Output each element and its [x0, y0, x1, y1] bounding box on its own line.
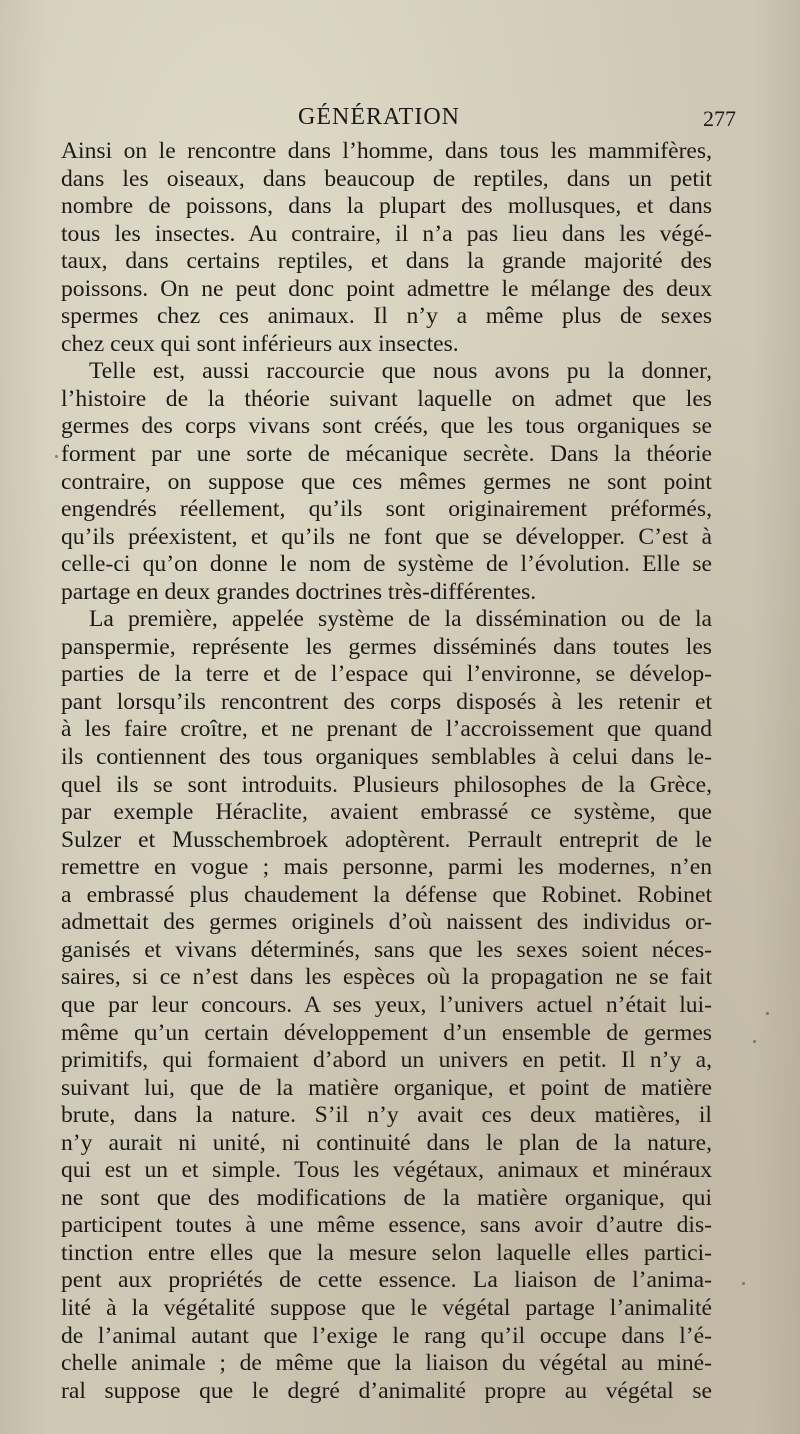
text-line: Sulzer et Musschembroek adoptèrent. Perrault entreprit de le: [61, 826, 712, 853]
text-line: nombre de poissons, dans la plupart des mollusques, et dans: [61, 193, 712, 220]
text-line: quel ils se sont introduits. Plusieurs philosophes de la Grèce,: [61, 771, 712, 798]
text-line: qui est un et simple. Tous les végétaux, animaux et minéraux: [61, 1157, 712, 1184]
text-line: pent aux propriétés de cette essence. La liaison de l’anima-: [61, 1267, 712, 1294]
text-line: primitifs, qui formaient d’abord un univers en petit. Il n’y a,: [61, 1047, 712, 1074]
text-line: chelle animale ; de même que la liaison du végétal au miné-: [61, 1350, 712, 1377]
text-line: remettre en vogue ; mais personne, parmi les modernes, n’en: [61, 854, 712, 881]
text-line: poissons. On ne peut donc point admettre le mélange des deux: [61, 275, 712, 302]
paper-speck: [742, 1282, 745, 1285]
text-line: tinction entre elles que la mesure selon laquelle elles partici-: [61, 1239, 712, 1266]
text-line: spermes chez ces animaux. Il n’y a même plus de sexes: [61, 303, 712, 330]
paragraph-start-line: Telle est, aussi raccourcie que nous avons pu la donner,: [89, 358, 712, 385]
text-line: que par leur concours. A ses yeux, l’univers actuel n’était lui-: [61, 991, 712, 1018]
text-line: participent toutes à une même essence, sans avoir d’autre dis-: [61, 1212, 712, 1239]
text-line: de l’animal autant que l’exige le rang qu’il occupe dans l’é-: [61, 1322, 712, 1349]
running-head: [60, 104, 740, 138]
text-line: panspermie, représente les germes disséminés dans toutes les: [61, 633, 712, 660]
text-line: partage en deux grandes doctrines très-différentes.: [61, 578, 537, 605]
paper-speck: [766, 1012, 769, 1015]
text-line: brute, dans la nature. S’il n’y avait ces deux matières, il: [61, 1102, 712, 1129]
text-line: germes des corps vivans sont créés, que les tous organiques se: [61, 413, 712, 440]
text-line: admettait des germes originels d’où naissent des individus or-: [61, 909, 712, 936]
text-line: ils contiennent des tous organiques semblables à celui dans le-: [61, 744, 712, 771]
text-line: qu’ils préexistent, et qu’ils ne font que se développer. C’est à: [61, 523, 712, 550]
text-line: par exemple Héraclite, avaient embrassé ce système, que: [61, 799, 712, 826]
body-text: [61, 138, 712, 1405]
paper-speck: [55, 455, 58, 458]
text-line: taux, dans certains reptiles, et dans la grande majorité des: [61, 248, 712, 275]
text-line: à les faire croître, et ne prenant de l’accroissement que quand: [61, 716, 712, 743]
text-line: ganisés et vivans déterminés, sans que les sexes soient néces-: [61, 936, 712, 963]
paper-speck: [753, 1040, 756, 1043]
text-line: a embrassé plus chaudement la défense que Robinet. Robinet: [61, 881, 712, 908]
text-line: chez ceux qui sont inférieurs aux insectes.: [61, 330, 459, 357]
text-line: contraire, on suppose que ces mêmes germes ne sont point: [61, 468, 712, 495]
text-line: n’y aurait ni unité, ni continuité dans le plan de la nature,: [61, 1129, 712, 1156]
text-line: même qu’un certain développement d’un ensemble de germes: [61, 1019, 712, 1046]
text-line: parties de la terre et de l’espace qui l’environne, se dévelop-: [61, 661, 712, 688]
running-title: GÉNÉRATION: [298, 104, 460, 130]
text-line: lité à la végétalité suppose que le végétal partage l’animalité: [61, 1294, 712, 1321]
text-line: ral suppose que le degré d’animalité propre au végétal se: [61, 1377, 712, 1404]
page-number: 277: [703, 106, 736, 131]
text-line: engendrés réellement, qu’ils sont originairement préformés,: [61, 496, 712, 523]
paragraph-start-line: La première, appelée système de la dissémination ou de la: [89, 606, 712, 633]
text-line: forment par une sorte de mécanique secrète. Dans la théorie: [61, 441, 712, 468]
text-line: Ainsi on le rencontre dans l’homme, dans tous les mammifères,: [61, 138, 712, 164]
text-line: tous les insectes. Au contraire, il n’a pas lieu dans les végé-: [61, 220, 712, 247]
text-line: celle-ci qu’on donne le nom de système de l’évolution. Elle se: [61, 551, 712, 578]
text-line: pant lorsqu’ils rencontrent des corps disposés à les retenir et: [61, 688, 712, 715]
text-line: l’histoire de la théorie suivant laquelle on admet que les: [61, 385, 712, 412]
text-line: dans les oiseaux, dans beaucoup de reptiles, dans un petit: [61, 165, 712, 192]
text-line: saires, si ce n’est dans les espèces où la propagation ne se fait: [61, 964, 712, 991]
text-line: ne sont que des modifications de la matière organique, qui: [61, 1184, 712, 1211]
text-line: suivant lui, que de la matière organique, et point de matière: [61, 1074, 712, 1101]
